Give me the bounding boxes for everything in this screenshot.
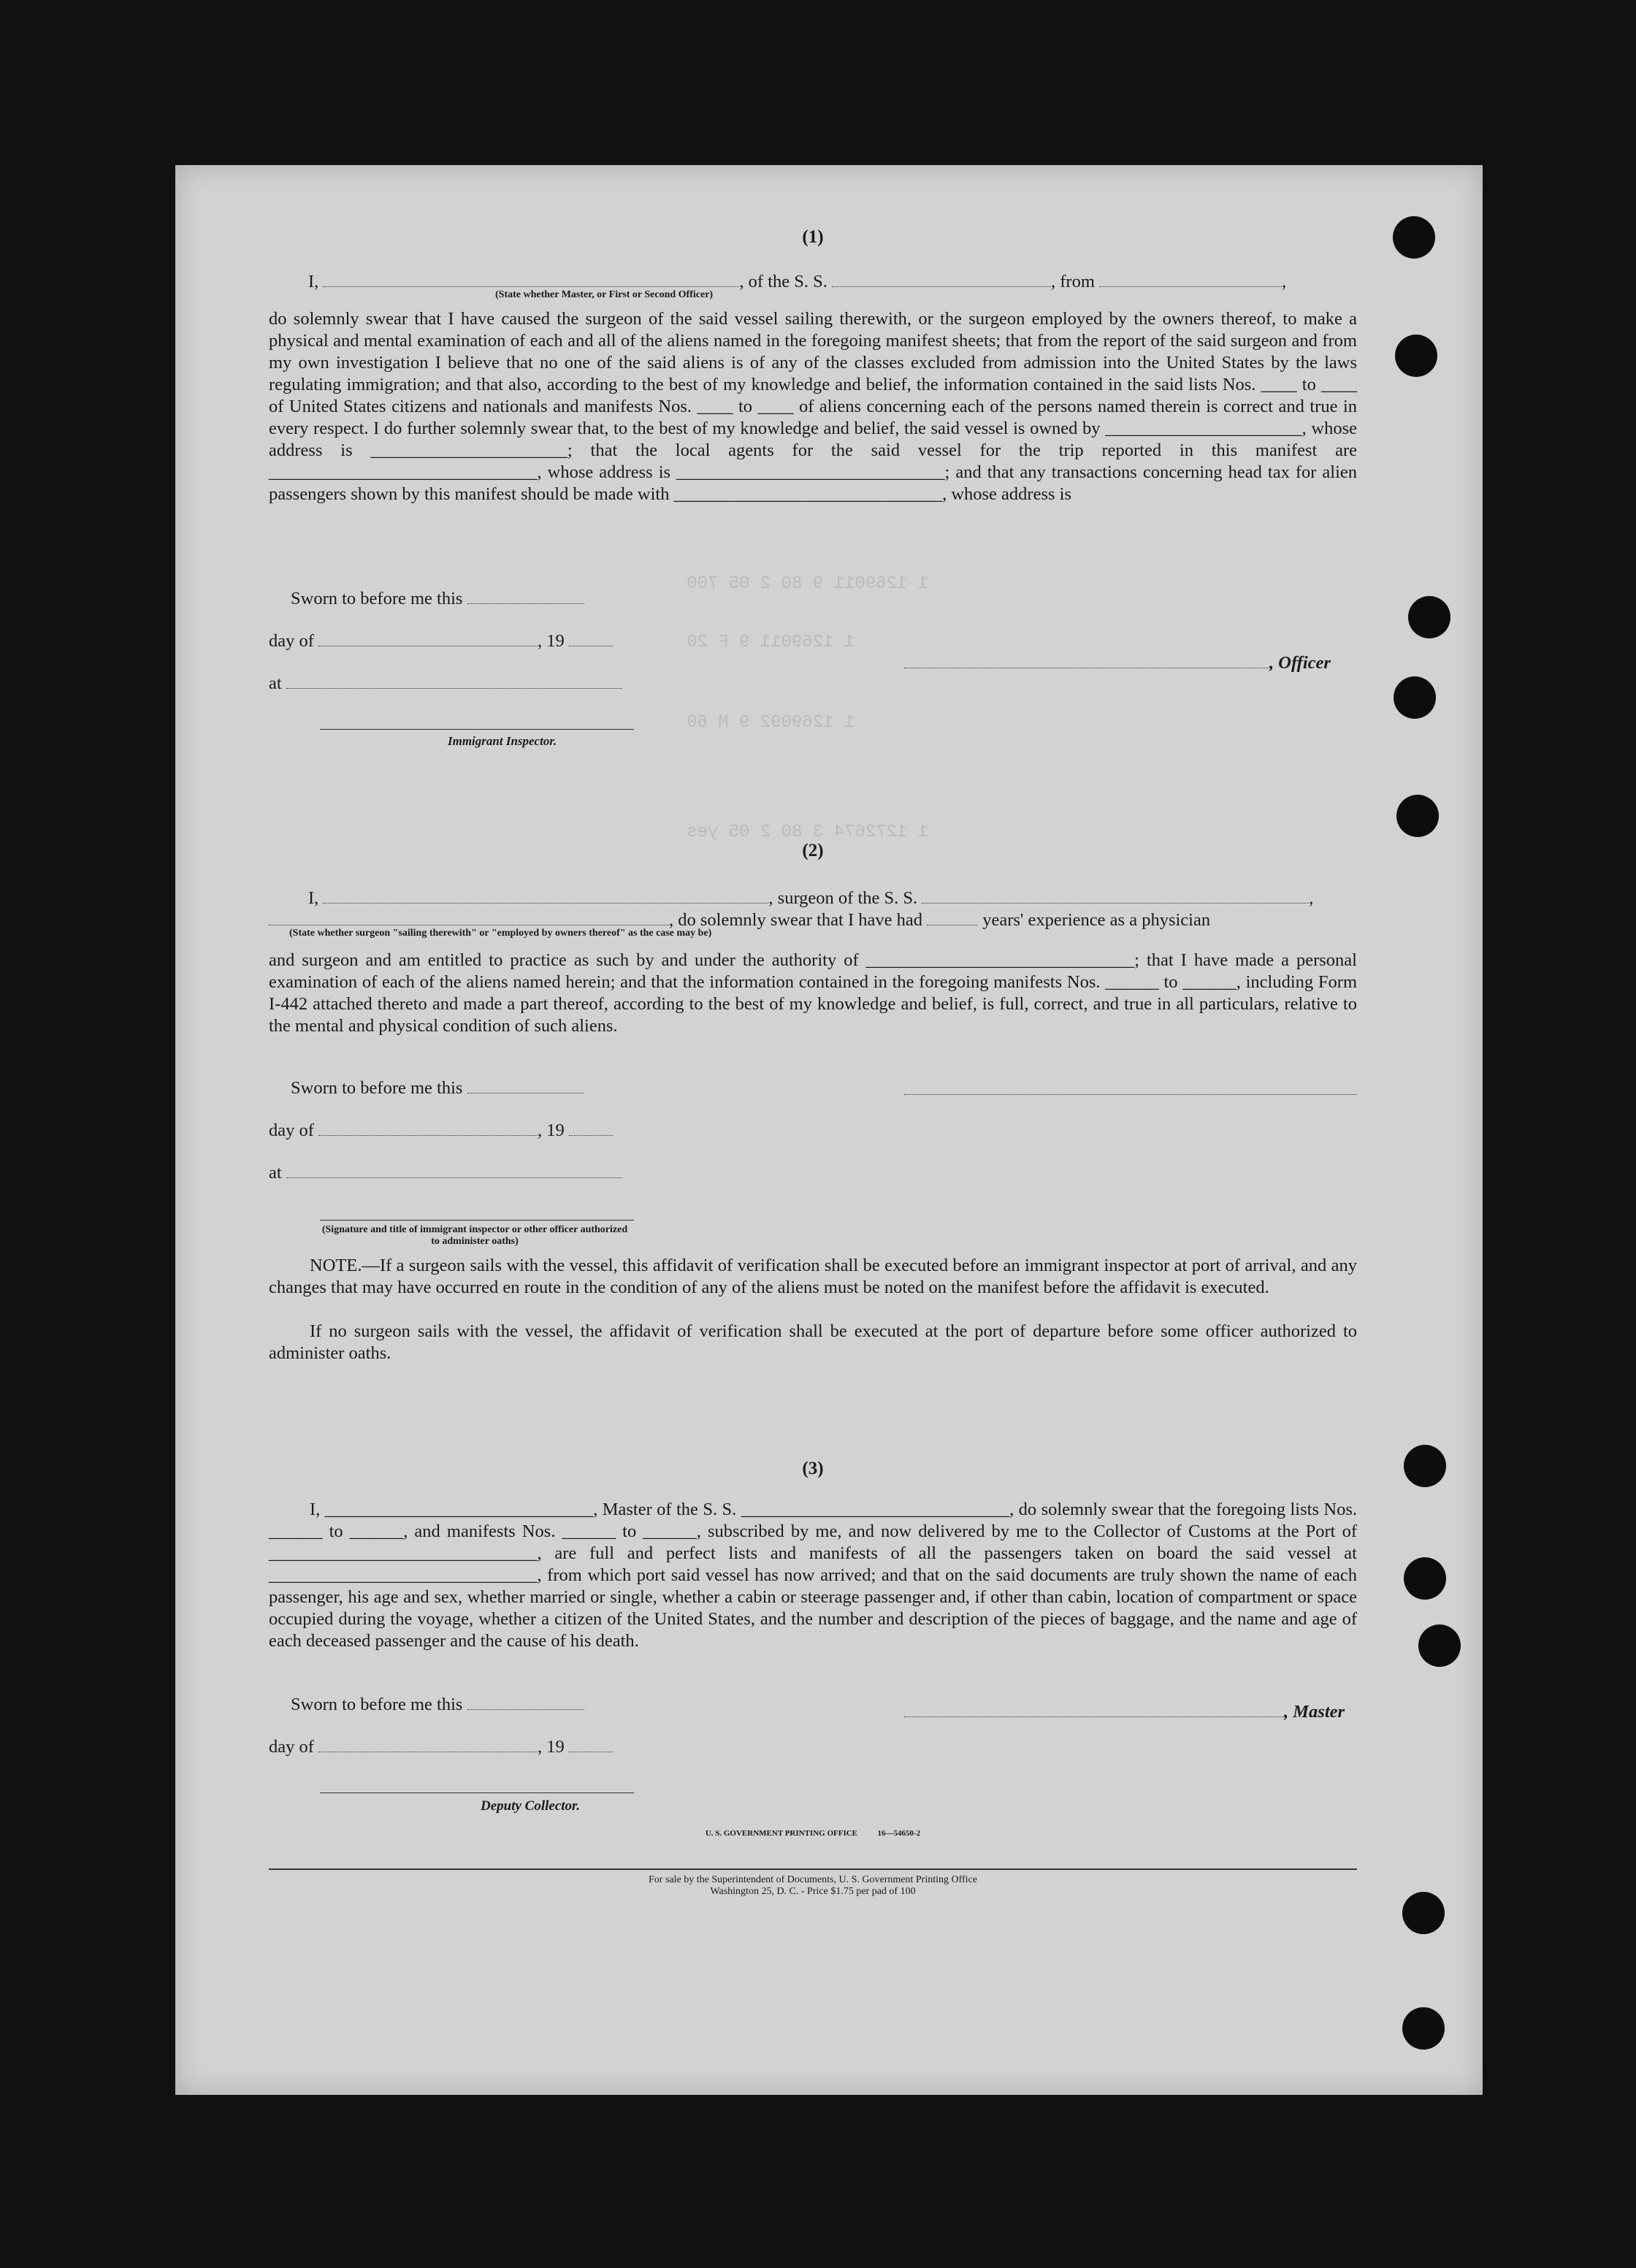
master-body: I, ______________________________, Master of the S. S. ______________________________, do solemnly swear that the foregoing lists Nos. ______ to ______, and manifests Nos. ______ to ______, subscribed by me, and now delivered by me to the Collector of Customs at the Port of ______________________________, are full and perfect lists and manifests of all the passengers taken on board the said vessel at ______________________________, from which port said vessel has now arrived; and that on the said documents are truly shown the name of each passenger, his age and sex, whether married or single, whether a cabin or steerage passenger and, if other than cabin, location of compartment or space occupied during the voyage, whether a citizen of the United States, and the number and description of the pieces of baggage, and the name and age of each deceased passenger and the cause of his death. <box>269 1500 1357 1651</box>
punch-hole <box>1402 1892 1445 1934</box>
section-number: (1) <box>802 227 824 247</box>
year-field[interactable] <box>569 630 613 646</box>
bleed-through: 1 1269092 9 M 60 <box>687 713 855 733</box>
section-number: (2) <box>802 841 824 860</box>
sworn-day-field[interactable] <box>467 1693 584 1710</box>
text: , <box>1309 888 1314 908</box>
text: , <box>1282 272 1287 291</box>
note-label: NOTE. <box>310 1256 362 1275</box>
month-field[interactable] <box>318 1736 538 1752</box>
date-line <box>269 1736 613 1758</box>
bleed-through: 1 1272674 3 80 2 05 yes <box>687 822 929 842</box>
signature-rule <box>320 729 634 730</box>
punch-hole <box>1404 1445 1446 1487</box>
text: I, <box>308 272 319 291</box>
sworn-day-field[interactable] <box>467 1077 584 1093</box>
officer-signature-field[interactable] <box>904 652 1269 668</box>
month-field[interactable] <box>318 630 538 646</box>
text: , surgeon of the S. S. <box>768 888 918 908</box>
punch-hole <box>1408 596 1450 638</box>
text: , 19 <box>538 1737 565 1757</box>
text: Sworn to before me this <box>291 1695 463 1714</box>
text: years' experience as a physician <box>982 910 1211 930</box>
vessel-name-field[interactable] <box>922 887 1309 904</box>
punch-hole <box>1418 1624 1461 1667</box>
text: I, <box>308 888 319 908</box>
surgeon-line <box>308 887 1313 909</box>
signature-caption: (Signature and title of immigrant inspector or other officer authorized to administer oaths) <box>321 1224 628 1247</box>
years-field[interactable] <box>927 909 978 925</box>
footer-rule <box>269 1868 1357 1870</box>
manifest-page <box>175 165 1483 2095</box>
punch-hole <box>1404 1557 1446 1600</box>
punch-hole <box>1393 216 1435 259</box>
text: day of <box>269 1120 314 1140</box>
from-port-field[interactable] <box>1099 270 1282 287</box>
surgeon-body: and surgeon and am entitled to practice as such by and under the authority of ______________________________; that I have made a personal examination of each of the aliens named herein; and that the information contained in the foregoing manifests Nos. ______ to ______, including Form I-442 attached thereto and made a part thereof, according to the best of my knowledge and belief, is full, correct, and true in all particulars, relative to the mental and physical condition of such aliens. <box>269 950 1357 1036</box>
deputy-caption: Deputy Collector. <box>481 1798 581 1814</box>
signature-rule <box>320 1220 634 1221</box>
year-field[interactable] <box>569 1119 613 1136</box>
punch-hole <box>1395 335 1437 377</box>
officer-name-field[interactable] <box>323 270 739 287</box>
text: , Master <box>1284 1702 1345 1722</box>
sworn-label <box>291 587 584 610</box>
signature-rule <box>320 1792 634 1793</box>
officer-signature <box>904 652 1331 674</box>
text: day of <box>269 1737 314 1757</box>
bleed-through: 1 1269011 9 F 20 <box>687 633 855 652</box>
text: at <box>269 673 282 693</box>
surgeon-signature-field[interactable] <box>904 1094 1357 1095</box>
field-caption: (State whether Master, or First or Second Officer) <box>495 289 714 300</box>
oath-body: do solemnly swear that I have caused the surgeon of the said vessel sailing therewith, or the surgeon employed by the owners thereof, to make a physical and mental examination of each and all of the aliens named in the foregoing manifest sheets; that from the report of the said surgeon and from my own investigation I believe that no one of the said aliens is of any of the classes excluded from admission into the United States by the laws regulating immigration; and that also, according to the best of my knowledge and belief, the information contained in the said lists Nos. ____ to ____ of United States citizens and nationals and manifests Nos. ____ to ____ of aliens concerning each of the persons named therein is correct and true in every respect. I do further solemnly swear that, to the best of my knowledge and belief, the said vessel is owned by ______________________, whose address is ______________________; that the local agents for the said vessel for the trip reported in this manifest are ______________________________, whose address is ______________________________; and that any transactions concerning head tax for alien passengers shown by this manifest should be made with ______________________________, whose address is <box>269 309 1357 504</box>
surgeon-status-field[interactable] <box>269 909 669 925</box>
text: Sworn to before me this <box>291 589 463 608</box>
vessel-name-field[interactable] <box>832 270 1051 287</box>
punch-hole <box>1396 795 1439 837</box>
text: , of the S. S. <box>739 272 827 291</box>
text: day of <box>269 631 314 651</box>
place-field[interactable] <box>286 672 622 689</box>
text: , from <box>1051 272 1095 291</box>
text: , Officer <box>1269 653 1331 673</box>
punch-hole <box>1394 676 1436 719</box>
date-line <box>269 1119 613 1142</box>
year-field[interactable] <box>569 1736 613 1752</box>
sworn-day-field[interactable] <box>467 587 584 604</box>
bleed-through: 1 1269011 9 80 2 05 700 <box>687 574 929 594</box>
oath-line <box>308 270 1286 293</box>
sworn-label <box>291 1077 584 1099</box>
punch-hole <box>1402 2007 1445 2050</box>
section-number: (3) <box>802 1459 824 1478</box>
text: Sworn to before me this <box>291 1078 463 1098</box>
text: , do solemnly swear that I have had <box>669 910 922 930</box>
inspector-caption: Immigrant Inspector. <box>448 734 557 748</box>
sworn-label <box>291 1693 584 1716</box>
sale-line: For sale by the Superintendent of Documents, U. S. Government Printing Office <box>649 1874 977 1885</box>
printing-office: U. S. GOVERNMENT PRINTING OFFICE 16—54650-2 <box>705 1829 921 1838</box>
place-line <box>269 672 622 695</box>
date-line <box>269 630 613 652</box>
field-caption: (State whether surgeon "sailing therewith" or "employed by owners thereof" as the case may be) <box>289 928 712 939</box>
master-signature-field[interactable] <box>904 1700 1284 1717</box>
place-line <box>269 1161 622 1184</box>
master-signature <box>904 1700 1345 1723</box>
text: at <box>269 1163 282 1183</box>
sale-line: Washington 25, D. C. - Price $1.75 per pad of 100 <box>710 1886 916 1897</box>
place-field[interactable] <box>286 1161 622 1178</box>
note-paragraph <box>269 1255 1357 1299</box>
surgeon-name-field[interactable] <box>323 887 768 904</box>
note-paragraph-2: If no surgeon sails with the vessel, the affidavit of verification shall be executed at the port of departure before some officer authorized to administer oaths. <box>269 1321 1357 1363</box>
text: , 19 <box>538 1120 565 1140</box>
text: , 19 <box>538 631 565 651</box>
month-field[interactable] <box>318 1119 538 1136</box>
text: —If a surgeon sails with the vessel, this affidavit of verification shall be executed before an immigrant inspector at port of arrival, and any changes that may have occurred en route in the condition of any of the aliens must be noted on the manifest before the affidavit is executed. <box>269 1256 1357 1297</box>
